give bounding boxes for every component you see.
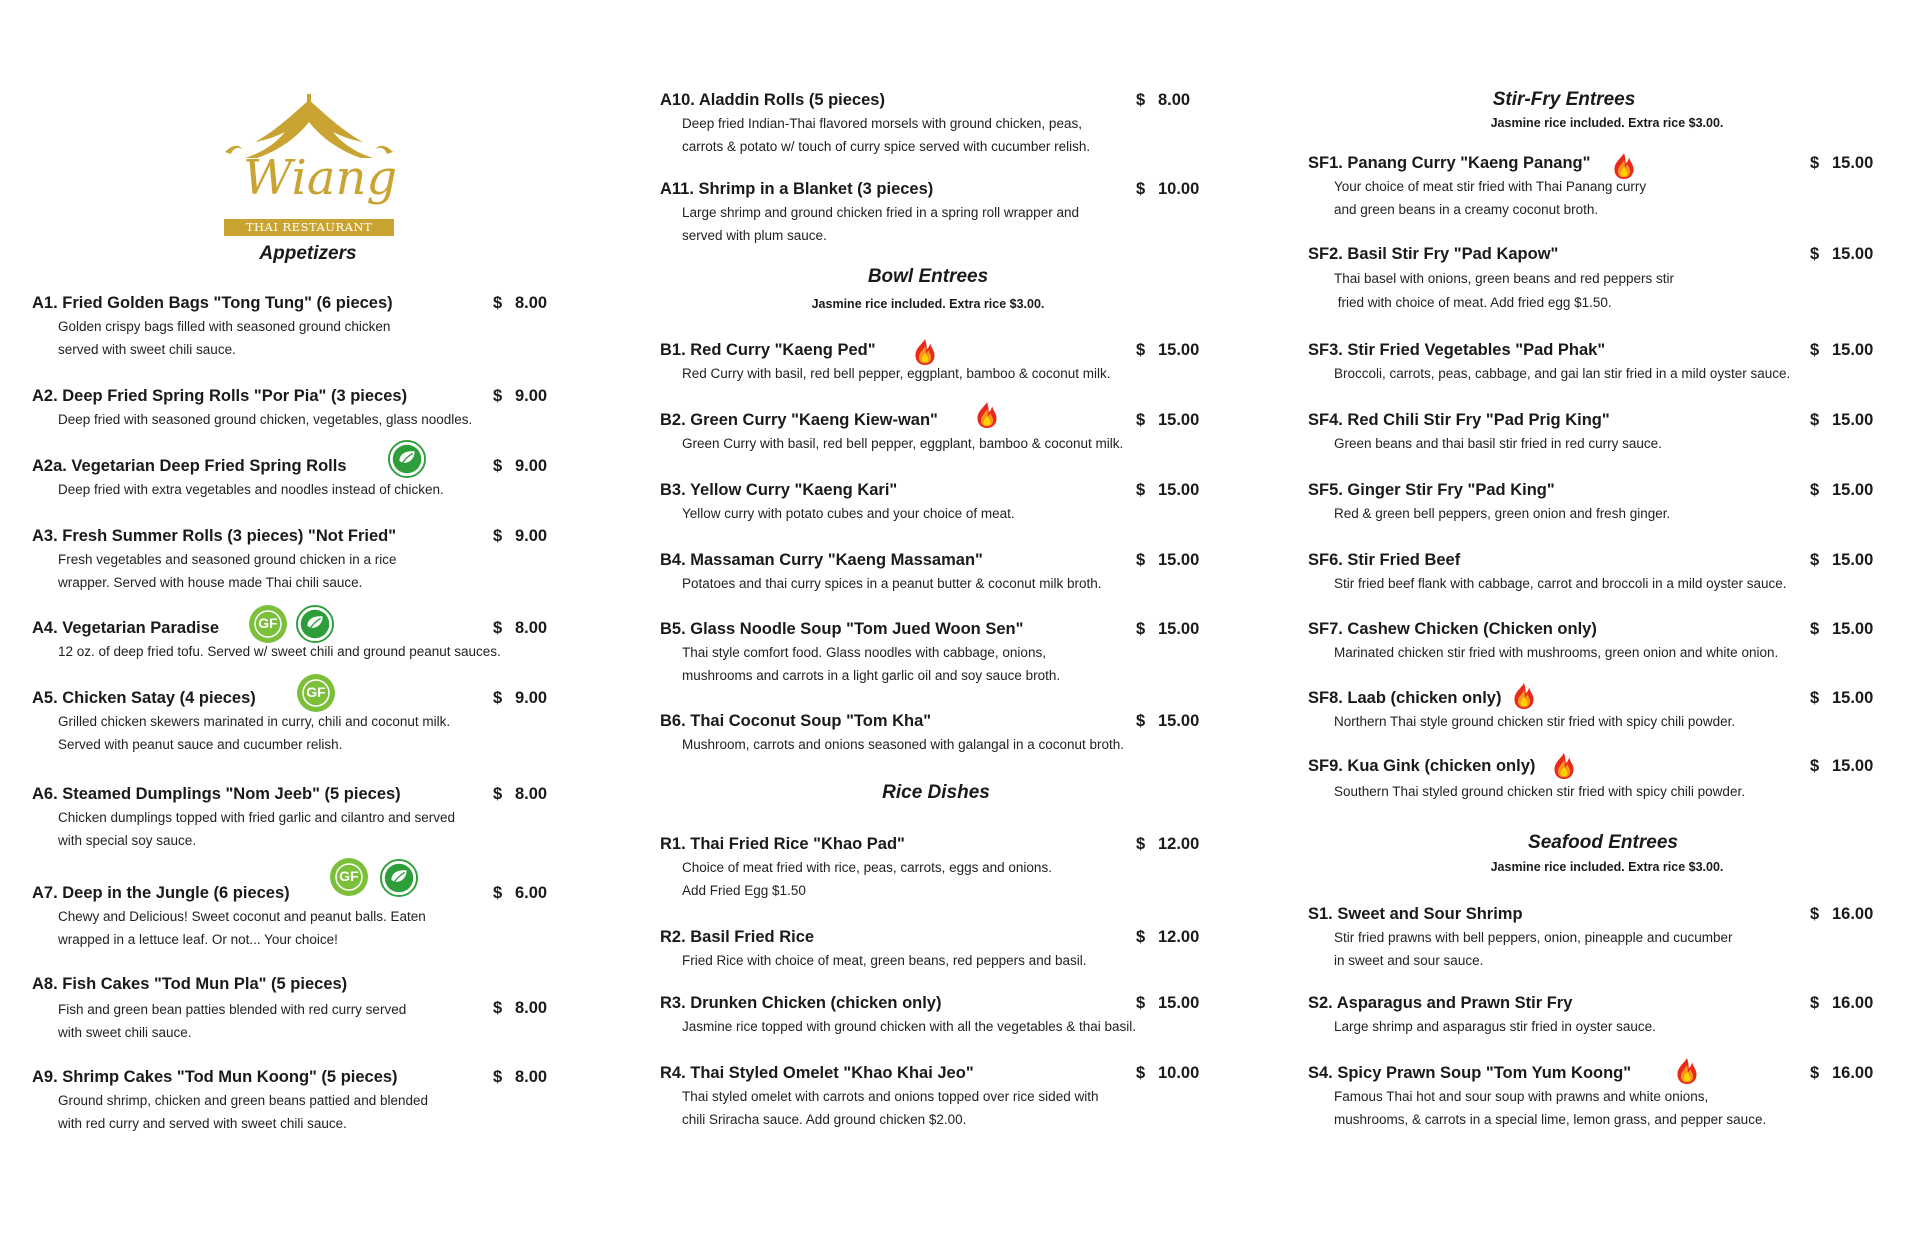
item-price: $ 15.00 [1810,481,1874,499]
item-price: $ 15.00 [1810,551,1874,569]
vegan-badge-icon [380,859,418,897]
item-price: $ 15.00 [1810,411,1874,429]
item-name: A8. Fish Cakes "Tod Mun Pla" (5 pieces) [32,975,348,993]
item-description: Large shrimp and ground chicken fried in a spring roll wrapper and served with plum sauce. [682,205,1079,243]
restaurant-name: Wiang [243,150,398,206]
item-name: A7. Deep in the Jungle (6 pieces) [32,884,290,902]
gluten-free-badge-icon: GF [329,857,369,897]
item-name: A10. Aladdin Rolls (5 pieces) [660,91,885,109]
item-description: Red Curry with basil, red bell pepper, eggplant, bamboo & coconut milk. [682,366,1111,381]
item-price: $ 15.00 [1136,620,1200,638]
item-price: $ 15.00 [1136,411,1200,429]
item-name: SF5. Ginger Stir Fry "Pad King" [1308,481,1555,499]
item-name: SF7. Cashew Chicken (Chicken only) [1308,620,1597,638]
item-price: $ 15.00 [1136,994,1200,1012]
spicy-flame-icon [1674,1057,1700,1085]
item-price: $ 15.00 [1136,551,1200,569]
item-name: A6. Steamed Dumplings "Nom Jeeb" (5 pieces) [32,785,401,803]
item-name: SF9. Kua Gink (chicken only) [1308,757,1536,775]
item-name: SF3. Stir Fried Vegetables "Pad Phak" [1308,341,1606,359]
item-name: S1. Sweet and Sour Shrimp [1308,905,1523,923]
item-description: Deep fried Indian-Thai flavored morsels with ground chicken, peas, carrots & potato w/ touch of curry spice served with cucumber relish. [682,116,1091,154]
vegan-badge-icon [296,605,334,643]
item-price: $ 15.00 [1136,341,1200,359]
item-description: Choice of meat fried with rice, peas, carrots, eggs and onions. Add Fried Egg $1.50 [682,860,1052,898]
item-name: B6. Thai Coconut Soup "Tom Kha" [660,712,932,730]
item-price: $ 10.00 [1136,1064,1200,1082]
item-price: $ 8.00 [493,294,548,312]
item-name: B4. Massaman Curry "Kaeng Massaman" [660,551,983,569]
item-name: R1. Thai Fried Rice "Khao Pad" [660,835,905,853]
item-description: Famous Thai hot and sour soup with prawns and white onions, mushrooms, & carrots in a special lime, lemon grass, and pepper sauce. [1334,1089,1767,1127]
item-price: $ 10.00 [1136,180,1200,198]
item-description: Northern Thai style ground chicken stir fried with spicy chili powder. [1334,714,1736,729]
item-price: $ 12.00 [1136,835,1200,853]
restaurant-tagline: THAI RESTAURANT [224,219,394,236]
spicy-flame-icon [1511,682,1537,710]
item-price: $ 8.00 [493,619,548,637]
gluten-free-badge-icon: GF [296,673,336,713]
item-name: SF4. Red Chili Stir Fry "Pad Prig King" [1308,411,1610,429]
item-description: 12 oz. of deep fried tofu. Served w/ sweet chili and ground peanut sauces. [58,644,501,659]
item-description: Southern Thai styled ground chicken stir fried with spicy chili powder. [1334,784,1745,799]
item-description: Broccoli, carrots, peas, cabbage, and gai lan stir fried in a mild oyster sauce. [1334,366,1791,381]
item-name: SF8. Laab (chicken only) [1308,689,1502,707]
item-name: A1. Fried Golden Bags "Tong Tung" (6 pieces) [32,294,393,312]
bowl-entrees-note: Jasmine rice included. Extra rice $3.00. [811,297,1045,311]
item-price: $ 8.00 [1136,91,1191,109]
item-name: SF6. Stir Fried Beef [1308,551,1461,569]
item-description: Thai styled omelet with carrots and onions topped over rice sided with chili Sriracha sauce. Add ground chicken $2.00. [682,1089,1099,1127]
item-price: $ 9.00 [493,689,548,707]
item-name: S4. Spicy Prawn Soup "Tom Yum Koong" [1308,1064,1632,1082]
item-name: A5. Chicken Satay (4 pieces) [32,689,256,707]
item-price: $ 15.00 [1810,689,1874,707]
appetizers-title: Appetizers [259,243,357,264]
item-description: Potatoes and thai curry spices in a peanut butter & coconut milk broth. [682,576,1102,591]
item-description: Golden crispy bags filled with seasoned ground chicken served with sweet chili sauce. [58,319,391,357]
spicy-flame-icon [974,401,1000,429]
item-description: Stir fried prawns with bell peppers, onion, pineapple and cucumber in sweet and sour sauce. [1334,930,1733,968]
seafood-note: Jasmine rice included. Extra rice $3.00. [1490,860,1724,874]
item-name: A11. Shrimp in a Blanket (3 pieces) [660,180,934,198]
seafood-title: Seafood Entrees [1528,832,1678,853]
item-description: Large shrimp and asparagus stir fried in oyster sauce. [1334,1019,1656,1034]
item-description: Green beans and thai basil stir fried in red curry sauce. [1334,436,1662,451]
item-description: Grilled chicken skewers marinated in curry, chili and coconut milk. Served with peanut sauce and cucumber relish. [58,714,451,752]
stir-fry-title: Stir-Fry Entrees [1492,89,1636,110]
restaurant-logo [215,92,403,237]
item-description: Fish and green bean patties blended with red curry served with sweet chili sauce. [58,1002,407,1040]
item-description: Stir fried beef flank with cabbage, carrot and broccoli in a mild oyster sauce. [1334,576,1787,591]
item-price: $ 8.00 [493,785,548,803]
item-price: $ 12.00 [1136,928,1200,946]
gluten-free-badge-icon: GF [248,604,288,644]
item-name: A9. Shrimp Cakes "Tod Mun Koong" (5 pieces) [32,1068,398,1086]
item-description: Deep fried with extra vegetables and noodles instead of chicken. [58,482,444,497]
item-price: $ 8.00 [493,1068,548,1086]
item-description: Chewy and Delicious! Sweet coconut and peanut balls. Eaten wrapped in a lettuce leaf. Or not... Your choice! [58,909,426,947]
item-name: R2. Basil Fried Rice [660,928,815,946]
stir-fry-note: Jasmine rice included. Extra rice $3.00. [1490,116,1724,130]
item-name: B5. Glass Noodle Soup "Tom Jued Woon Sen" [660,620,1024,638]
item-description: Deep fried with seasoned ground chicken, vegetables, glass noodles. [58,412,473,427]
item-name: SF2. Basil Stir Fry "Pad Kapow" [1308,245,1559,263]
item-description: Green Curry with basil, red bell pepper, eggplant, bamboo & coconut milk. [682,436,1124,451]
vegan-badge-icon [388,440,426,478]
spicy-flame-icon [912,338,938,366]
item-description: Marinated chicken stir fried with mushrooms, green onion and white onion. [1334,645,1779,660]
item-price: $ 9.00 [493,457,548,475]
rice-dishes-title: Rice Dishes [882,782,990,803]
item-price: $ 6.00 [493,884,548,902]
item-description: Thai style comfort food. Glass noodles with cabbage, onions, mushrooms and carrots in a light garlic oil and soy sauce broth. [682,645,1061,683]
item-description: Red & green bell peppers, green onion and fresh ginger. [1334,506,1671,521]
item-price: $ 15.00 [1810,341,1874,359]
item-description: Fried Rice with choice of meat, green beans, red peppers and basil. [682,953,1087,968]
item-description: Fresh vegetables and seasoned ground chicken in a rice wrapper. Served with house made Thai chili sauce. [58,552,397,590]
item-description: Ground shrimp, chicken and green beans pattied and blended with red curry and served with sweet chili sauce. [58,1093,429,1131]
item-price: $ 15.00 [1136,481,1200,499]
item-description: Jasmine rice topped with ground chicken with all the vegetables & thai basil. [682,1019,1137,1034]
item-price: $ 8.00 [493,999,548,1017]
item-name: B3. Yellow Curry "Kaeng Kari" [660,481,898,499]
item-price: $ 9.00 [493,387,548,405]
item-price: $ 16.00 [1810,994,1874,1012]
item-name: A2a. Vegetarian Deep Fried Spring Rolls [32,457,347,475]
item-name: S2. Asparagus and Prawn Stir Fry [1308,994,1573,1012]
item-price: $ 16.00 [1810,905,1874,923]
item-description: Your choice of meat stir fried with Thai Panang curry and green beans in a creamy coconut broth. [1334,179,1647,217]
item-price: $ 15.00 [1810,620,1874,638]
item-price: $ 15.00 [1810,154,1874,172]
item-price: $ 16.00 [1810,1064,1874,1082]
item-name: A4. Vegetarian Paradise [32,619,220,637]
item-name: SF1. Panang Curry "Kaeng Panang" [1308,154,1591,172]
item-name: B2. Green Curry "Kaeng Kiew-wan" [660,411,938,429]
item-description: Mushroom, carrots and onions seasoned with galangal in a coconut broth. [682,737,1125,752]
item-price: $ 15.00 [1136,712,1200,730]
item-name: A3. Fresh Summer Rolls (3 pieces) "Not Fried" [32,527,397,545]
item-name: R3. Drunken Chicken (chicken only) [660,994,942,1012]
item-price: $ 9.00 [493,527,548,545]
item-description: Yellow curry with potato cubes and your choice of meat. [682,506,1015,521]
item-price: $ 15.00 [1810,245,1874,263]
spicy-flame-icon [1611,152,1637,180]
item-name: A2. Deep Fried Spring Rolls "Por Pia" (3 pieces) [32,387,408,405]
item-description: Thai basel with onions, green beans and red peppers stir fried with choice of meat. Add fried egg $1.50. [1334,271,1674,310]
item-name: B1. Red Curry "Kaeng Ped" [660,341,876,359]
item-name: R4. Thai Styled Omelet "Khao Khai Jeo" [660,1064,974,1082]
item-description: Chicken dumplings topped with fried garlic and cilantro and served with special soy sauce. [58,810,455,848]
spicy-flame-icon [1551,752,1577,780]
item-price: $ 15.00 [1810,757,1874,775]
bowl-entrees-title: Bowl Entrees [867,266,989,287]
